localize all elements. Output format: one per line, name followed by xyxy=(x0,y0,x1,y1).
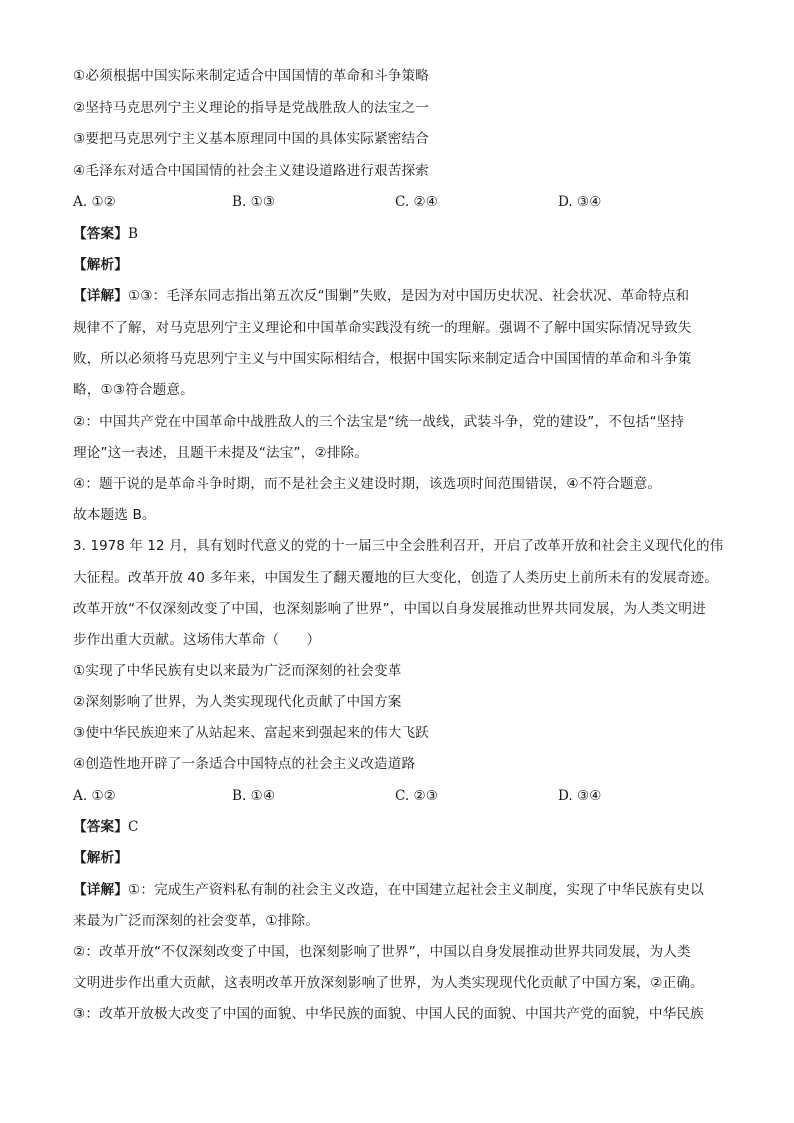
q2-detail-label: 【详解】 xyxy=(73,288,128,304)
q2-choice-3: ③要把马克思列宁主义基本原理同中国的具体实际紧密结合 xyxy=(73,131,429,147)
q2-answer xyxy=(73,224,138,244)
q2-option-b: B. ①③ xyxy=(232,194,276,210)
q3-option-d: D. ③④ xyxy=(558,788,602,804)
q3-stem-line-1: 3. 1978 年 12 月，具有划时代意义的党的十一届三中全会胜利召开，开启了改革开放和社会主义现代化的伟 xyxy=(73,538,724,554)
q2-conclusion: 故本题选 B。 xyxy=(73,507,156,523)
q2-choice-2: ②坚持马克思列宁主义理论的指导是党战胜敌人的法宝之一 xyxy=(73,100,429,116)
q3-detail-line-5: ③：改革开放极大改变了中国的面貌、中华民族的面貌、中国人民的面貌、中国共产党的面貌，中华民族 xyxy=(73,1006,704,1022)
q2-choice-4: ④毛泽东对适合中国国情的社会主义建设道路进行艰苦探索 xyxy=(73,163,429,179)
q2-detail-text-1: ①③：毛泽东同志指出第五次反“围剿”失败，是因为对中国历史状况、社会状况、革命特点和 xyxy=(127,288,690,304)
q3-detail-line-4: 文明进步作出重大贡献，这表明改革开放深刻影响了世界，为人类实现现代化贡献了中国方案，②正确。 xyxy=(73,975,704,991)
q3-detail-text-1: ①：完成生产资料私有制的社会主义改造，在中国建立起社会主义制度，实现了中华民族有史以 xyxy=(127,882,704,898)
q3-option-a: A. ①② xyxy=(73,788,116,804)
q3-stem-line-2: 大征程。改革开放 40 多年来，中国发生了翻天覆地的巨大变化，创造了人类历史上前所未有的发展奇迹。 xyxy=(73,570,719,586)
q3-detail-line-3: ②：改革开放“不仅深刻改变了中国，也深刻影响了世界”，中国以自身发展推动世界共同发展，为人类 xyxy=(73,944,691,960)
q3-stem-line-4: 步作出重大贡献。这场伟大革命（ ） xyxy=(73,632,321,648)
q3-stem-line-3: 改革开放“不仅深刻改变了中国，也深刻影响了世界”，中国以自身发展推动世界共同发展，为人类文明进 xyxy=(73,601,706,617)
q2-option-a: A. ①② xyxy=(73,194,116,210)
q3-choice-3: ③使中华民族迎来了从站起来、富起来到强起来的伟大飞跃 xyxy=(73,725,429,741)
q3-analysis-label: 【解析】 xyxy=(73,850,128,866)
q2-detail-line-5: ②：中国共产党在中国革命中战胜敌人的三个法宝是“统一战线，武装斗争，党的建设”，不包括“坚持 xyxy=(73,414,685,430)
q2-choice-1: ①必须根据中国实际来制定适合中国国情的革命和斗争策略 xyxy=(73,68,429,84)
q3-option-c: C. ②③ xyxy=(395,788,438,804)
q2-detail-line-3: 败，所以必须将马克思列宁主义与中国实际相结合，根据中国实际来制定适合中国国情的革命和斗争策 xyxy=(73,351,692,367)
q2-detail-line-6: 理论”这一表述，且题干未提及“法宝”，②排除。 xyxy=(73,445,369,461)
q2-analysis-label: 【解析】 xyxy=(73,257,128,273)
q2-detail-line-7: ④：题干说的是革命斗争时期，而不是社会主义建设时期，该选项时间范围错误，④不符合题意。 xyxy=(73,476,662,492)
q3-answer-value: C xyxy=(127,819,139,835)
q3-answer xyxy=(73,817,139,837)
q3-detail-line-1 xyxy=(73,880,704,900)
q2-detail-line-4: 略，①③符合题意。 xyxy=(73,382,194,398)
q2-detail-line-2: 规律不了解，对马克思列宁主义理论和中国革命实践没有统一的理解。强调不了解中国实际情况导致失 xyxy=(73,320,692,336)
q2-answer-label: 【答案】 xyxy=(73,226,128,242)
q2-answer-value: B xyxy=(127,226,139,242)
q3-option-b: B. ①④ xyxy=(232,788,276,804)
q2-detail-line-1 xyxy=(73,286,689,306)
q3-detail-label: 【详解】 xyxy=(73,882,128,898)
q3-choice-1: ①实现了中华民族有史以来最为广泛而深刻的社会变革 xyxy=(73,663,402,679)
q3-choice-4: ④创造性地开辟了一条适合中国特点的社会主义改造道路 xyxy=(73,756,416,772)
q3-answer-label: 【答案】 xyxy=(73,819,128,835)
q2-option-c: C. ②④ xyxy=(395,194,438,210)
q3-choice-2: ②深刻影响了世界，为人类实现现代化贡献了中国方案 xyxy=(73,694,402,710)
q3-detail-line-2: 来最为广泛而深刻的社会变革，①排除。 xyxy=(73,913,319,929)
q2-option-d: D. ③④ xyxy=(558,194,602,210)
